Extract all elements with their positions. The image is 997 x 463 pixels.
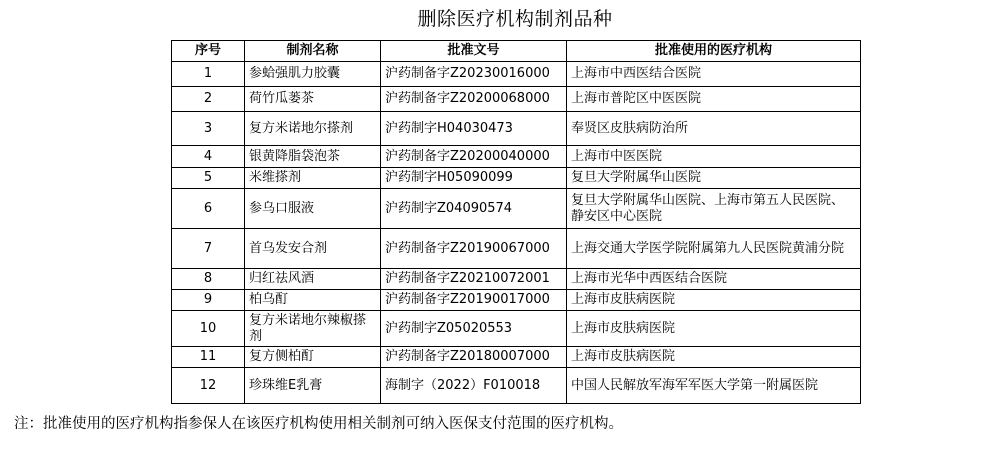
approval-number: 沪药制备字Z20210072001	[381, 269, 567, 290]
preparation-name: 柏乌酊	[245, 290, 381, 311]
preparation-name: 参乌口服液	[245, 189, 381, 229]
table-row	[172, 168, 861, 189]
row-number: 2	[172, 87, 245, 112]
approved-institution: 上海市皮肤病医院	[567, 347, 861, 368]
approval-number: 海制字（2022）F010018	[381, 368, 567, 404]
row-number: 3	[172, 112, 245, 146]
approval-number: 沪药制字H05090099	[381, 168, 567, 189]
table-row	[172, 229, 861, 269]
row-number: 11	[172, 347, 245, 368]
preparation-name: 复方米诺地尔辣椒搽剂	[245, 311, 381, 347]
table-row	[172, 368, 861, 404]
page-title: 删除医疗机构制剂品种	[417, 8, 613, 30]
approval-number: 沪药制字Z05020553	[381, 311, 567, 347]
preparation-name: 复方米诺地尔搽剂	[245, 112, 381, 146]
row-number: 1	[172, 62, 245, 87]
approval-number: 沪药制备字Z20190017000	[381, 290, 567, 311]
preparation-name: 复方侧柏酊	[245, 347, 381, 368]
table-body	[172, 62, 861, 404]
preparation-name: 珍珠维E乳膏	[245, 368, 381, 404]
approved-institution: 复旦大学附属华山医院	[567, 168, 861, 189]
preparation-name: 米维搽剂	[245, 168, 381, 189]
row-number: 6	[172, 189, 245, 229]
approved-institution: 上海市皮肤病医院	[567, 311, 861, 347]
approval-number: 沪药制备字Z20200068000	[381, 87, 567, 112]
approval-number: 沪药制字H04030473	[381, 112, 567, 146]
column-header-name: 制剂名称	[245, 41, 381, 62]
row-number: 5	[172, 168, 245, 189]
approved-institution: 奉贤区皮肤病防治所	[567, 112, 861, 146]
row-number: 4	[172, 146, 245, 168]
table-header-row	[172, 41, 861, 62]
approval-number: 沪药制备字Z20230016000	[381, 62, 567, 87]
row-number: 9	[172, 290, 245, 311]
preparation-name: 归红祛风酒	[245, 269, 381, 290]
row-number: 7	[172, 229, 245, 269]
approved-institution: 上海市普陀区中医医院	[567, 87, 861, 112]
table-row	[172, 146, 861, 168]
approved-institution: 上海交通大学医学院附属第九人民医院黄浦分院	[567, 229, 861, 269]
column-header-no: 序号	[172, 41, 245, 62]
preparation-name: 荷竹瓜蒌茶	[245, 87, 381, 112]
preparation-name: 参蛤强肌力胶囊	[245, 62, 381, 87]
table-row	[172, 62, 861, 87]
approved-institution: 上海市中西医结合医院	[567, 62, 861, 87]
row-number: 12	[172, 368, 245, 404]
approval-number: 沪药制备字Z20190067000	[381, 229, 567, 269]
column-header-approval: 批准文号	[381, 41, 567, 62]
table-row	[172, 112, 861, 146]
table-row	[172, 189, 861, 229]
approval-number: 沪药制备字Z20180007000	[381, 347, 567, 368]
row-number: 10	[172, 311, 245, 347]
approval-number: 沪药制字Z04090574	[381, 189, 567, 229]
approved-institution: 中国人民解放军海军军医大学第一附属医院	[567, 368, 861, 404]
table-row	[172, 290, 861, 311]
column-header-institution: 批准使用的医疗机构	[567, 41, 861, 62]
approval-number: 沪药制备字Z20200040000	[381, 146, 567, 168]
approved-institution: 上海市光华中西医结合医院	[567, 269, 861, 290]
preparation-table	[171, 40, 861, 404]
table-row	[172, 347, 861, 368]
footnote: 注：批准使用的医疗机构指参保人在该医疗机构使用相关制剂可纳入医保支付范围的医疗机构。	[14, 416, 623, 432]
table-row	[172, 311, 861, 347]
approved-institution: 上海市中医医院	[567, 146, 861, 168]
preparation-name: 首乌发安合剂	[245, 229, 381, 269]
row-number: 8	[172, 269, 245, 290]
preparation-name: 银黄降脂袋泡茶	[245, 146, 381, 168]
approved-institution: 复旦大学附属华山医院、上海市第五人民医院、静安区中心医院	[567, 189, 861, 229]
table-row	[172, 269, 861, 290]
table-row	[172, 87, 861, 112]
approved-institution: 上海市皮肤病医院	[567, 290, 861, 311]
